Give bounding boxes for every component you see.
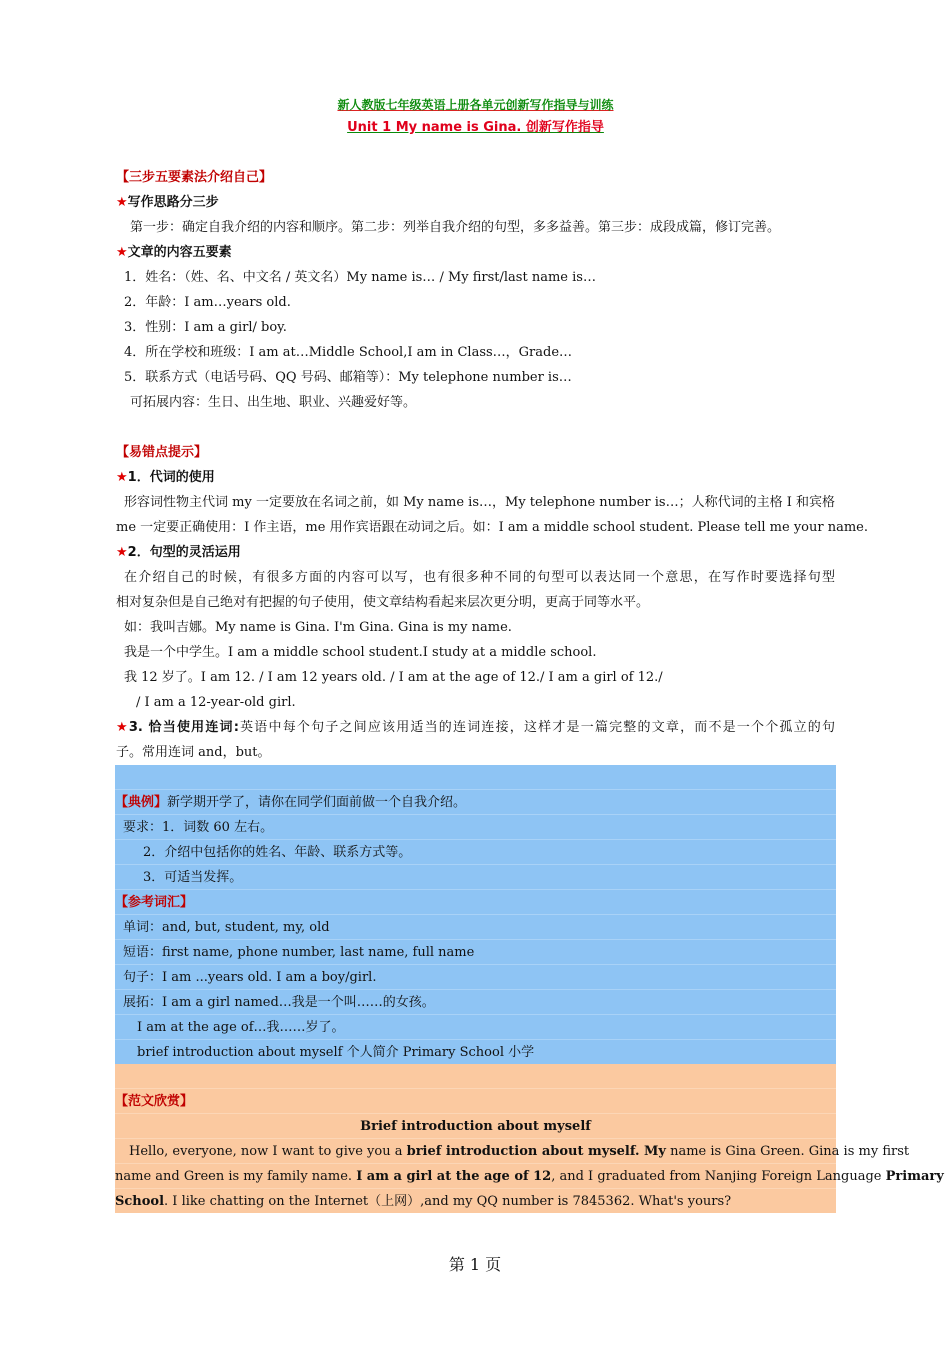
star-icon: ★ bbox=[116, 245, 128, 260]
requirement-item: 要求：1．词数 60 左右。 bbox=[115, 815, 836, 840]
requirement-item: 2．介绍中包括你的姓名、年龄、联系方式等。 bbox=[115, 840, 836, 865]
star-icon: ★ bbox=[116, 195, 128, 210]
section2-heading: 【易错点提示】 bbox=[116, 445, 208, 460]
element-item: 3．性别：I am a girl/ boy. bbox=[124, 320, 287, 335]
essay-title: Brief introduction about myself bbox=[115, 1114, 836, 1139]
vocab-heading: 【参考词汇】 bbox=[115, 890, 836, 915]
section1-sub2: ★文章的内容五要素 bbox=[116, 245, 232, 260]
star-icon: ★ bbox=[116, 470, 128, 485]
vocab-item: brief introduction about myself 个人简介 Primary School 小学 bbox=[137, 1045, 535, 1060]
tip2-text: 相对复杂但是自己绝对有把握的句子使用，使文章结构看起来层次更分明，更高于同等水平。 bbox=[116, 595, 650, 610]
element-item: 4．所在学校和班级：I am at…Middle School,I am in Class…，Grade… bbox=[124, 345, 573, 360]
model-essay-box bbox=[115, 1064, 944, 1213]
vocab-item: I am at the age of…我……岁了。 bbox=[115, 1015, 836, 1040]
page-number: 第 1 页 bbox=[448, 1255, 502, 1274]
document-page bbox=[115, 94, 944, 1213]
vocab-item: 单词：and, but, student, my, old bbox=[115, 915, 836, 940]
spacer bbox=[116, 140, 835, 165]
tip2-text: 在介绍自己的时候，有很多方面的内容可以写，也有很多种不同的句型可以表达同一个意思，在写作时要选择句型 bbox=[124, 570, 835, 585]
model-heading: 【范文欣赏】 bbox=[115, 1089, 836, 1114]
example-sentence: 我 12 岁了。I am 12. / I am 12 years old. / I am at the age of 12./ I am a girl of 12./ bbox=[124, 670, 663, 685]
requirement-item: 3．可适当发挥。 bbox=[115, 865, 836, 890]
essay-line: School. I like chatting on the Internet（上网）,and my QQ number is 7845362. What's yours? bbox=[115, 1194, 732, 1209]
steps-text: 第一步：确定自我介绍的内容和顺序。第二步：列举自我介绍的句型，多多益善。第三步：成段成篇，修订完善。 bbox=[130, 220, 781, 235]
star-icon: ★ bbox=[116, 720, 129, 735]
tip1-title: ★1．代词的使用 bbox=[116, 470, 215, 485]
vocab-item: 句子：I am ...years old. I am a boy/girl. bbox=[115, 965, 836, 990]
tip1-text: 形容词性物主代词 my 一定要放在名词之前，如 My name is…，My telephone number is…；人称代词的主格 I 和宾格 bbox=[124, 495, 835, 510]
spacer bbox=[116, 415, 835, 440]
vocab-item: 短语：first name, phone number, last name, full name bbox=[115, 940, 836, 965]
tip3-line: ★3. 恰当使用连词:英语中每个句子之间应该用适当的连词连接，这样才是一篇完整的文章，而不是一个个孤立的句 bbox=[116, 720, 835, 735]
spacer-row bbox=[115, 765, 836, 790]
star-icon: ★ bbox=[116, 545, 128, 560]
series-title: 新人教版七年级英语上册各单元创新写作指导与训练 bbox=[337, 98, 614, 112]
example-task: 【典例】新学期开学了，请你在同学们面前做一个自我介绍。 bbox=[115, 790, 836, 815]
element-item: 1．姓名：（姓、名、中文名 / 英文名）My name is… / My first/last name is… bbox=[124, 270, 596, 285]
tip2-title: ★2．句型的灵活运用 bbox=[116, 545, 241, 560]
section1-heading: 【三步五要素法介绍自己】 bbox=[116, 170, 273, 185]
spacer-row bbox=[115, 1064, 836, 1089]
essay-line: Hello, everyone, now I want to give you a brief introduction about myself. My name is Gina Green. Gina is my first bbox=[115, 1139, 836, 1164]
tip3-text: 子。常用连词 and，but。 bbox=[116, 745, 271, 760]
example-sentence: 我是一个中学生。I am a middle school student.I study at a middle school. bbox=[124, 645, 597, 660]
example-sentence: 如：我叫吉娜。My name is Gina. I'm Gina. Gina is my name. bbox=[124, 620, 512, 635]
element-item: 2．年龄：I am…years old. bbox=[124, 295, 291, 310]
essay-line: name and Green is my family name. I am a girl at the age of 12, and I graduated from Nanjing Foreign Language Primary bbox=[115, 1164, 836, 1189]
unit-title: Unit 1 My name is Gina. 创新写作指导 bbox=[347, 120, 604, 135]
vocab-item: 展拓：I am a girl named…我是一个叫……的女孩。 bbox=[115, 990, 836, 1015]
example-box bbox=[115, 765, 836, 1064]
tip1-text: me 一定要正确使用：I 作主语，me 用作宾语跟在动词之后。如：I am a middle school student. Please tell me your name. bbox=[116, 520, 868, 535]
element-item: 5．联系方式（电话号码、QQ 号码、邮箱等）：My telephone number is… bbox=[124, 370, 572, 385]
extend-text: 可拓展内容：生日、出生地、职业、兴趣爱好等。 bbox=[130, 395, 417, 410]
section1-sub1: ★写作思路分三步 bbox=[116, 195, 219, 210]
example-sentence: / I am a 12-year-old girl. bbox=[136, 695, 296, 710]
